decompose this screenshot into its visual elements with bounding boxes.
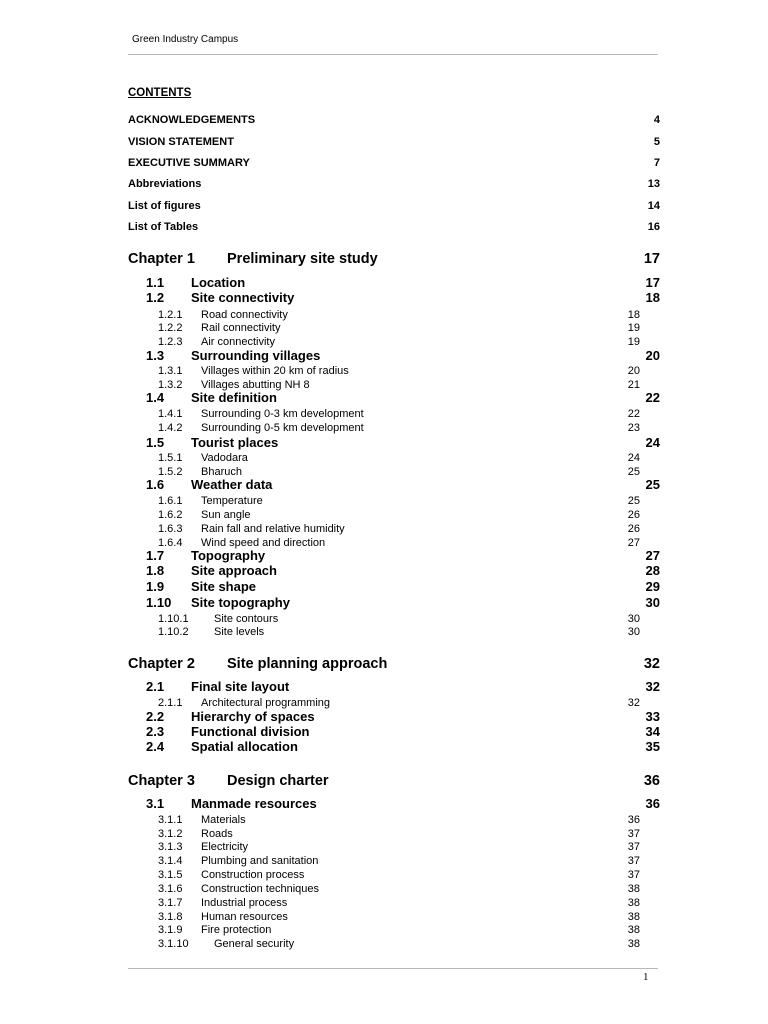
toc-subsection-entry[interactable] bbox=[158, 883, 640, 896]
toc-entry-page: 29 bbox=[645, 580, 660, 594]
toc-entry-number: 1.3 bbox=[146, 349, 165, 363]
toc-entry-title: VISION STATEMENT bbox=[128, 136, 234, 148]
toc-entry-number: 3.1.1 bbox=[158, 814, 183, 826]
toc-entry-title: Design charter bbox=[227, 773, 329, 789]
toc-entry-page: 38 bbox=[627, 924, 640, 936]
toc-front-matter-entry[interactable] bbox=[128, 136, 660, 149]
toc-entry-page: 32 bbox=[643, 656, 660, 672]
toc-subsection-entry[interactable] bbox=[158, 322, 640, 335]
toc-entry-page: 27 bbox=[645, 549, 660, 563]
toc-entry-title: Abbreviations bbox=[128, 178, 202, 190]
running-header: Green Industry Campus bbox=[132, 34, 239, 45]
toc-entry-page: 30 bbox=[627, 613, 640, 625]
toc-entry-title: Location bbox=[191, 276, 246, 290]
toc-entry-number: 1.9 bbox=[146, 580, 165, 594]
toc-section-entry[interactable] bbox=[146, 391, 660, 406]
toc-section-entry[interactable] bbox=[146, 725, 660, 740]
toc-entry-title: Industrial process bbox=[201, 897, 288, 909]
page-number: 1 bbox=[643, 971, 649, 983]
toc-entry-title: General security bbox=[214, 938, 295, 950]
toc-entry-number: 3.1 bbox=[146, 797, 165, 811]
toc-entry-page: 16 bbox=[647, 221, 660, 233]
toc-entry-number: 3.1.10 bbox=[158, 938, 189, 950]
toc-entry-page: 24 bbox=[645, 436, 660, 450]
toc-entry-page: 38 bbox=[627, 883, 640, 895]
footer-divider bbox=[128, 968, 658, 969]
toc-entry-page: 23 bbox=[627, 422, 640, 434]
toc-subsection-entry[interactable] bbox=[158, 897, 640, 910]
toc-entry-page: 30 bbox=[645, 596, 660, 610]
toc-subsection-entry[interactable] bbox=[158, 855, 640, 868]
toc-section-entry[interactable] bbox=[146, 564, 660, 579]
toc-subsection-entry[interactable] bbox=[158, 537, 640, 550]
toc-entry-number: 2.1.1 bbox=[158, 697, 183, 709]
toc-entry-title: Rail connectivity bbox=[201, 322, 281, 334]
toc-entry-page: 37 bbox=[627, 828, 640, 840]
toc-front-matter-entry[interactable] bbox=[128, 178, 660, 191]
toc-entry-page: 36 bbox=[643, 773, 660, 789]
toc-entry-page: 33 bbox=[645, 710, 660, 724]
toc-entry-page: 19 bbox=[627, 322, 640, 334]
toc-entry-number: 1.6.4 bbox=[158, 537, 183, 549]
toc-entry-number: 1.3.2 bbox=[158, 379, 183, 391]
toc-section-entry[interactable] bbox=[146, 580, 660, 595]
toc-entry-page: 22 bbox=[645, 391, 660, 405]
toc-entry-number: 1.4.1 bbox=[158, 408, 183, 420]
toc-entry-number: 2.3 bbox=[146, 725, 165, 739]
toc-entry-title: Site shape bbox=[191, 580, 257, 594]
toc-section-entry[interactable] bbox=[146, 478, 660, 493]
toc-entry-page: 28 bbox=[645, 564, 660, 578]
toc-entry-page: 36 bbox=[645, 797, 660, 811]
toc-entry-title: Temperature bbox=[201, 495, 263, 507]
toc-entry-page: 21 bbox=[627, 379, 640, 391]
toc-entry-number: 1.5 bbox=[146, 436, 165, 450]
toc-subsection-entry[interactable] bbox=[158, 814, 640, 827]
toc-entry-number: 1.8 bbox=[146, 564, 165, 578]
toc-section-entry[interactable] bbox=[146, 740, 660, 755]
toc-entry-page: 30 bbox=[627, 626, 640, 638]
toc-entry-title: Fire protection bbox=[201, 924, 272, 936]
toc-entry-page: 14 bbox=[647, 200, 660, 212]
toc-entry-number: 3.1.7 bbox=[158, 897, 183, 909]
toc-entry-title: Materials bbox=[201, 814, 246, 826]
toc-entry-number: 3.1.8 bbox=[158, 911, 183, 923]
toc-subsection-entry[interactable] bbox=[158, 495, 640, 508]
toc-entry-title: EXECUTIVE SUMMARY bbox=[128, 157, 250, 169]
toc-subsection-entry[interactable] bbox=[158, 452, 640, 465]
toc-entry-page: 25 bbox=[627, 495, 640, 507]
toc-entry-title: Rain fall and relative humidity bbox=[201, 523, 345, 535]
toc-entry-page: 17 bbox=[643, 251, 660, 267]
toc-entry-title: Spatial allocation bbox=[191, 740, 298, 754]
toc-entry-number: 3.1.5 bbox=[158, 869, 183, 881]
toc-entry-page: 20 bbox=[645, 349, 660, 363]
toc-entry-number: 1.10 bbox=[146, 596, 172, 610]
toc-entry-title: Construction process bbox=[201, 869, 305, 881]
toc-entry-page: 35 bbox=[645, 740, 660, 754]
toc-entry-number: 1.2 bbox=[146, 291, 165, 305]
toc-entry-title: ACKNOWLEDGEMENTS bbox=[128, 114, 256, 126]
toc-entry-title: Architectural programming bbox=[201, 697, 330, 709]
toc-entry-title: Site contours bbox=[214, 613, 279, 625]
toc-entry-title: Sun angle bbox=[201, 509, 251, 521]
toc-section-entry[interactable] bbox=[146, 349, 660, 364]
toc-entry-number: 1.10.2 bbox=[158, 626, 189, 638]
toc-entry-title: Air connectivity bbox=[201, 336, 275, 348]
toc-entry-title: Plumbing and sanitation bbox=[201, 855, 319, 867]
toc-entry-page: 38 bbox=[627, 911, 640, 923]
toc-section-entry[interactable] bbox=[146, 276, 660, 291]
toc-entry-number: 1.5.1 bbox=[158, 452, 183, 464]
toc-entry-page: 32 bbox=[627, 697, 640, 709]
toc-entry-number: 3.1.6 bbox=[158, 883, 183, 895]
toc-entry-title: Electricity bbox=[201, 841, 249, 853]
toc-section-entry[interactable] bbox=[146, 710, 660, 725]
toc-entry-title: Site definition bbox=[191, 391, 277, 405]
toc-subsection-entry[interactable] bbox=[158, 626, 640, 639]
toc-section-entry[interactable] bbox=[146, 436, 660, 451]
toc-subsection-entry[interactable] bbox=[158, 336, 640, 349]
toc-entry-page: 18 bbox=[627, 309, 640, 321]
toc-entry-title: Manmade resources bbox=[191, 797, 317, 811]
toc-subsection-entry[interactable] bbox=[158, 379, 640, 392]
toc-entry-title: Road connectivity bbox=[201, 309, 288, 321]
toc-entry-page: 26 bbox=[627, 523, 640, 535]
toc-entry-number: Chapter 2 bbox=[128, 656, 195, 672]
toc-entry-number: 1.10.1 bbox=[158, 613, 189, 625]
toc-entry-title: Construction techniques bbox=[201, 883, 320, 895]
toc-front-matter-entry[interactable] bbox=[128, 221, 660, 234]
toc-entry-number: 1.6 bbox=[146, 478, 165, 492]
toc-subsection-entry[interactable] bbox=[158, 408, 640, 421]
toc-subsection-entry[interactable] bbox=[158, 869, 640, 882]
toc-front-matter-entry[interactable] bbox=[128, 157, 660, 170]
toc-entry-number: 1.6.1 bbox=[158, 495, 183, 507]
toc-entry-page: 34 bbox=[645, 725, 660, 739]
toc-front-matter-entry[interactable] bbox=[128, 200, 660, 213]
toc-subsection-entry[interactable] bbox=[158, 828, 640, 841]
toc-entry-title: Preliminary site study bbox=[227, 251, 378, 267]
toc-entry-title: Bharuch bbox=[201, 466, 242, 478]
toc-entry-page: 37 bbox=[627, 869, 640, 881]
toc-subsection-entry[interactable] bbox=[158, 911, 640, 924]
toc-entry-page: 19 bbox=[627, 336, 640, 348]
toc-entry-page: 17 bbox=[645, 276, 660, 290]
toc-entry-number: 1.6.3 bbox=[158, 523, 183, 535]
toc-entry-page: 13 bbox=[647, 178, 660, 190]
toc-entry-number: 3.1.3 bbox=[158, 841, 183, 853]
toc-front-matter-entry[interactable] bbox=[128, 114, 660, 127]
toc-entry-number: 1.6.2 bbox=[158, 509, 183, 521]
toc-entry-page: 25 bbox=[645, 478, 660, 492]
toc-chapter-entry[interactable] bbox=[128, 656, 660, 673]
toc-entry-page: 27 bbox=[627, 537, 640, 549]
toc-entry-number: 3.1.2 bbox=[158, 828, 183, 840]
toc-subsection-entry[interactable] bbox=[158, 523, 640, 536]
toc-entry-page: 25 bbox=[627, 466, 640, 478]
toc-entry-page: 4 bbox=[653, 114, 660, 126]
toc-entry-page: 38 bbox=[627, 938, 640, 950]
toc-entry-page: 36 bbox=[627, 814, 640, 826]
toc-section-entry[interactable] bbox=[146, 596, 660, 611]
toc-entry-page: 37 bbox=[627, 855, 640, 867]
toc-subsection-entry[interactable] bbox=[158, 924, 640, 937]
toc-entry-title: Wind speed and direction bbox=[201, 537, 326, 549]
toc-entry-title: Site levels bbox=[214, 626, 265, 638]
toc-subsection-entry[interactable] bbox=[158, 422, 640, 435]
toc-entry-number: 2.2 bbox=[146, 710, 165, 724]
toc-entry-title: Roads bbox=[201, 828, 233, 840]
toc-entry-page: 32 bbox=[645, 680, 660, 694]
toc-entry-title: Site topography bbox=[191, 596, 290, 610]
toc-entry-number: 3.1.9 bbox=[158, 924, 183, 936]
toc-entry-page: 26 bbox=[627, 509, 640, 521]
toc-section-entry[interactable] bbox=[146, 291, 660, 306]
toc-entry-title: Topography bbox=[191, 549, 266, 563]
toc-entry-title: Site connectivity bbox=[191, 291, 295, 305]
toc-entry-title: Surrounding villages bbox=[191, 349, 321, 363]
toc-chapter-entry[interactable] bbox=[128, 773, 660, 790]
toc-subsection-entry[interactable] bbox=[158, 365, 640, 378]
toc-entry-number: 1.2.1 bbox=[158, 309, 183, 321]
toc-entry-page: 37 bbox=[627, 841, 640, 853]
toc-entry-title: Final site layout bbox=[191, 680, 290, 694]
toc-subsection-entry[interactable] bbox=[158, 509, 640, 522]
toc-entry-title: Weather data bbox=[191, 478, 273, 492]
toc-entry-page: 22 bbox=[627, 408, 640, 420]
toc-subsection-entry[interactable] bbox=[158, 466, 640, 479]
toc-entry-title: Surrounding 0-3 km development bbox=[201, 408, 364, 420]
toc-entry-title: Villages within 20 km of radius bbox=[201, 365, 349, 377]
toc-entry-number: 1.3.1 bbox=[158, 365, 183, 377]
toc-section-entry[interactable] bbox=[146, 797, 660, 812]
toc-entry-page: 5 bbox=[653, 136, 660, 148]
toc-entry-title: Hierarchy of spaces bbox=[191, 710, 315, 724]
toc-entry-page: 7 bbox=[653, 157, 660, 169]
toc-entry-title: Functional division bbox=[191, 725, 310, 739]
toc-chapter-entry[interactable] bbox=[128, 251, 660, 268]
toc-subsection-entry[interactable] bbox=[158, 309, 640, 322]
toc-entry-number: Chapter 3 bbox=[128, 773, 195, 789]
toc-subsection-entry[interactable] bbox=[158, 841, 640, 854]
toc-entry-number: 1.2.3 bbox=[158, 336, 183, 348]
toc-entry-number: 3.1.4 bbox=[158, 855, 183, 867]
toc-entry-title: Villages abutting NH 8 bbox=[201, 379, 310, 391]
toc-entry-title: Tourist places bbox=[191, 436, 279, 450]
toc-subsection-entry[interactable] bbox=[158, 938, 640, 951]
toc-entry-number: 1.4 bbox=[146, 391, 165, 405]
toc-entry-page: 18 bbox=[645, 291, 660, 305]
toc-subsection-entry[interactable] bbox=[158, 613, 640, 626]
toc-entry-title: Vadodara bbox=[201, 452, 248, 464]
toc-entry-number: 2.1 bbox=[146, 680, 165, 694]
toc-subsection-entry[interactable] bbox=[158, 697, 640, 710]
header-divider bbox=[128, 54, 658, 55]
toc-entry-title: Surrounding 0-5 km development bbox=[201, 422, 364, 434]
toc-entry-number: 1.5.2 bbox=[158, 466, 183, 478]
toc-entry-page: 24 bbox=[627, 452, 640, 464]
toc-entry-title: Human resources bbox=[201, 911, 288, 923]
toc-entry-number: 2.4 bbox=[146, 740, 165, 754]
toc-entry-number: 1.2.2 bbox=[158, 322, 183, 334]
toc-section-entry[interactable] bbox=[146, 549, 660, 564]
toc-entry-number: 1.1 bbox=[146, 276, 165, 290]
toc-entry-number: 1.7 bbox=[146, 549, 165, 563]
toc-entry-title: Site approach bbox=[191, 564, 277, 578]
toc-entry-title: List of figures bbox=[128, 200, 201, 212]
toc-entry-title: List of Tables bbox=[128, 221, 199, 233]
toc-section-entry[interactable] bbox=[146, 680, 660, 695]
toc-entry-number: 1.4.2 bbox=[158, 422, 183, 434]
toc-entry-page: 38 bbox=[627, 897, 640, 909]
toc-entry-page: 20 bbox=[627, 365, 640, 377]
toc-entry-number: Chapter 1 bbox=[128, 251, 195, 267]
toc-entry-title: Site planning approach bbox=[227, 656, 388, 672]
contents-title: CONTENTS bbox=[128, 87, 192, 99]
